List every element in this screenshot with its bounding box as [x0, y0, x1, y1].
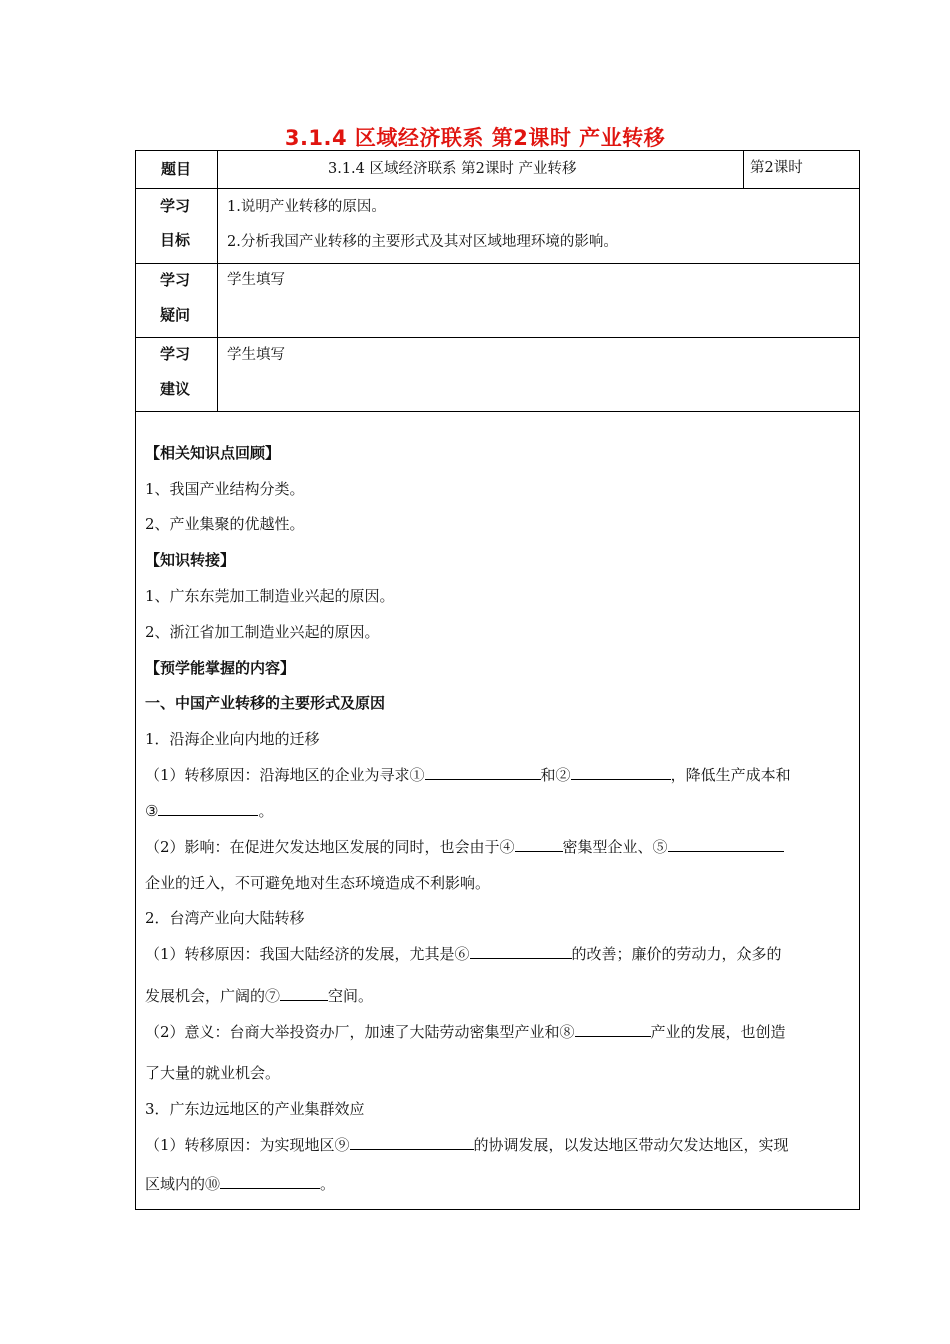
fill-line — [145, 836, 784, 857]
text-run: 产业的发展，也创造 — [650, 1023, 786, 1041]
answer-blank[interactable] — [470, 944, 572, 959]
questions-label: 学习 — [160, 271, 191, 289]
fill-line — [145, 800, 273, 821]
link-item: 1、广东东莞加工制造业兴起的原因。 — [145, 587, 395, 605]
text-run: 和② — [540, 766, 571, 784]
text-run: 发展机会，广阔的⑦ — [145, 987, 281, 1005]
questions-label: 疑问 — [160, 306, 191, 324]
fill-line — [145, 1134, 789, 1155]
link-heading: 【知识转接】 — [145, 551, 236, 569]
topic-label: 题目 — [161, 160, 192, 178]
answer-blank[interactable] — [158, 801, 258, 816]
table-rule — [217, 150, 218, 411]
subsection-title: 2．台湾产业向大陆转移 — [145, 909, 305, 927]
link-item: 2、浙江省加工制造业兴起的原因。 — [145, 623, 380, 641]
answer-blank[interactable] — [425, 765, 541, 780]
goals-label: 学习 — [160, 197, 191, 215]
fill-line — [145, 764, 791, 785]
text-run: （1）转移原因：沿海地区的企业为寻求① — [145, 766, 425, 784]
section-heading: 一、中国产业转移的主要形式及原因 — [145, 694, 386, 712]
topic-value: 3.1.4 区域经济联系 第2课时 产业转移 — [328, 161, 577, 177]
subsection-title: 3．广东边远地区的产业集群效应 — [145, 1100, 365, 1118]
text-line: 企业的迁入，不可避免地对生态环境造成不利影响。 — [145, 874, 491, 892]
text-run: ③ — [145, 802, 159, 820]
answer-blank[interactable] — [515, 837, 563, 852]
answer-blank[interactable] — [571, 765, 671, 780]
fill-line — [145, 1021, 786, 1042]
fill-line — [145, 985, 373, 1006]
advice-label: 建议 — [160, 380, 191, 398]
text-run: 的改善；廉价的劳动力，众多的 — [571, 945, 782, 963]
text-run: （1）转移原因：我国大陆经济的发展，尤其是⑥ — [145, 945, 470, 963]
table-rule — [135, 188, 860, 189]
goal-item: 1.说明产业转移的原因。 — [227, 199, 386, 215]
table-rule — [135, 337, 860, 338]
review-item: 2、产业集聚的优越性。 — [145, 515, 305, 533]
text-run: （2）意义：台商大举投资办厂，加速了大陆劳动密集型产业和⑧ — [145, 1023, 575, 1041]
answer-blank[interactable] — [350, 1135, 474, 1150]
text-run: ，降低生产成本和 — [670, 766, 791, 784]
advice-value: 学生填写 — [227, 347, 285, 363]
text-run: （2）影响：在促进欠发达地区发展的同时，也会由于④ — [145, 838, 515, 856]
lesson-table — [135, 150, 860, 1210]
fill-line — [145, 943, 782, 964]
review-item: 1、我国产业结构分类。 — [145, 480, 305, 498]
text-run: 区域内的⑩ — [145, 1175, 221, 1193]
document-title: 3.1.4 区域经济联系 第2课时 产业转移 — [284, 126, 666, 150]
text-run: （1）转移原因：为实现地区⑨ — [145, 1136, 350, 1154]
text-run: 密集型企业、⑤ — [562, 838, 668, 856]
answer-blank[interactable] — [280, 986, 328, 1001]
text-run: 空间。 — [328, 987, 374, 1005]
text-run: 。 — [258, 802, 274, 820]
prestudy-heading: 【预学能掌握的内容】 — [145, 659, 296, 677]
goals-label: 目标 — [160, 231, 191, 249]
text-run: 的协调发展，以发达地区带动欠发达地区，实现 — [473, 1136, 789, 1154]
goal-item: 2.分析我国产业转移的主要形式及其对区域地理环境的影响。 — [227, 234, 618, 250]
answer-blank[interactable] — [575, 1022, 651, 1037]
text-run: 。 — [320, 1175, 336, 1193]
review-heading: 【相关知识点回顾】 — [145, 444, 281, 462]
table-rule — [135, 411, 860, 412]
subsection-title: 1．沿海企业向内地的迁移 — [145, 730, 320, 748]
answer-blank[interactable] — [668, 837, 784, 852]
lesson-number: 第2课时 — [750, 160, 803, 176]
questions-value: 学生填写 — [227, 272, 285, 288]
fill-line — [145, 1173, 335, 1194]
text-line: 了大量的就业机会。 — [145, 1064, 281, 1082]
advice-label: 学习 — [160, 345, 191, 363]
answer-blank[interactable] — [220, 1174, 320, 1189]
table-rule — [743, 150, 744, 188]
table-rule — [135, 263, 860, 264]
